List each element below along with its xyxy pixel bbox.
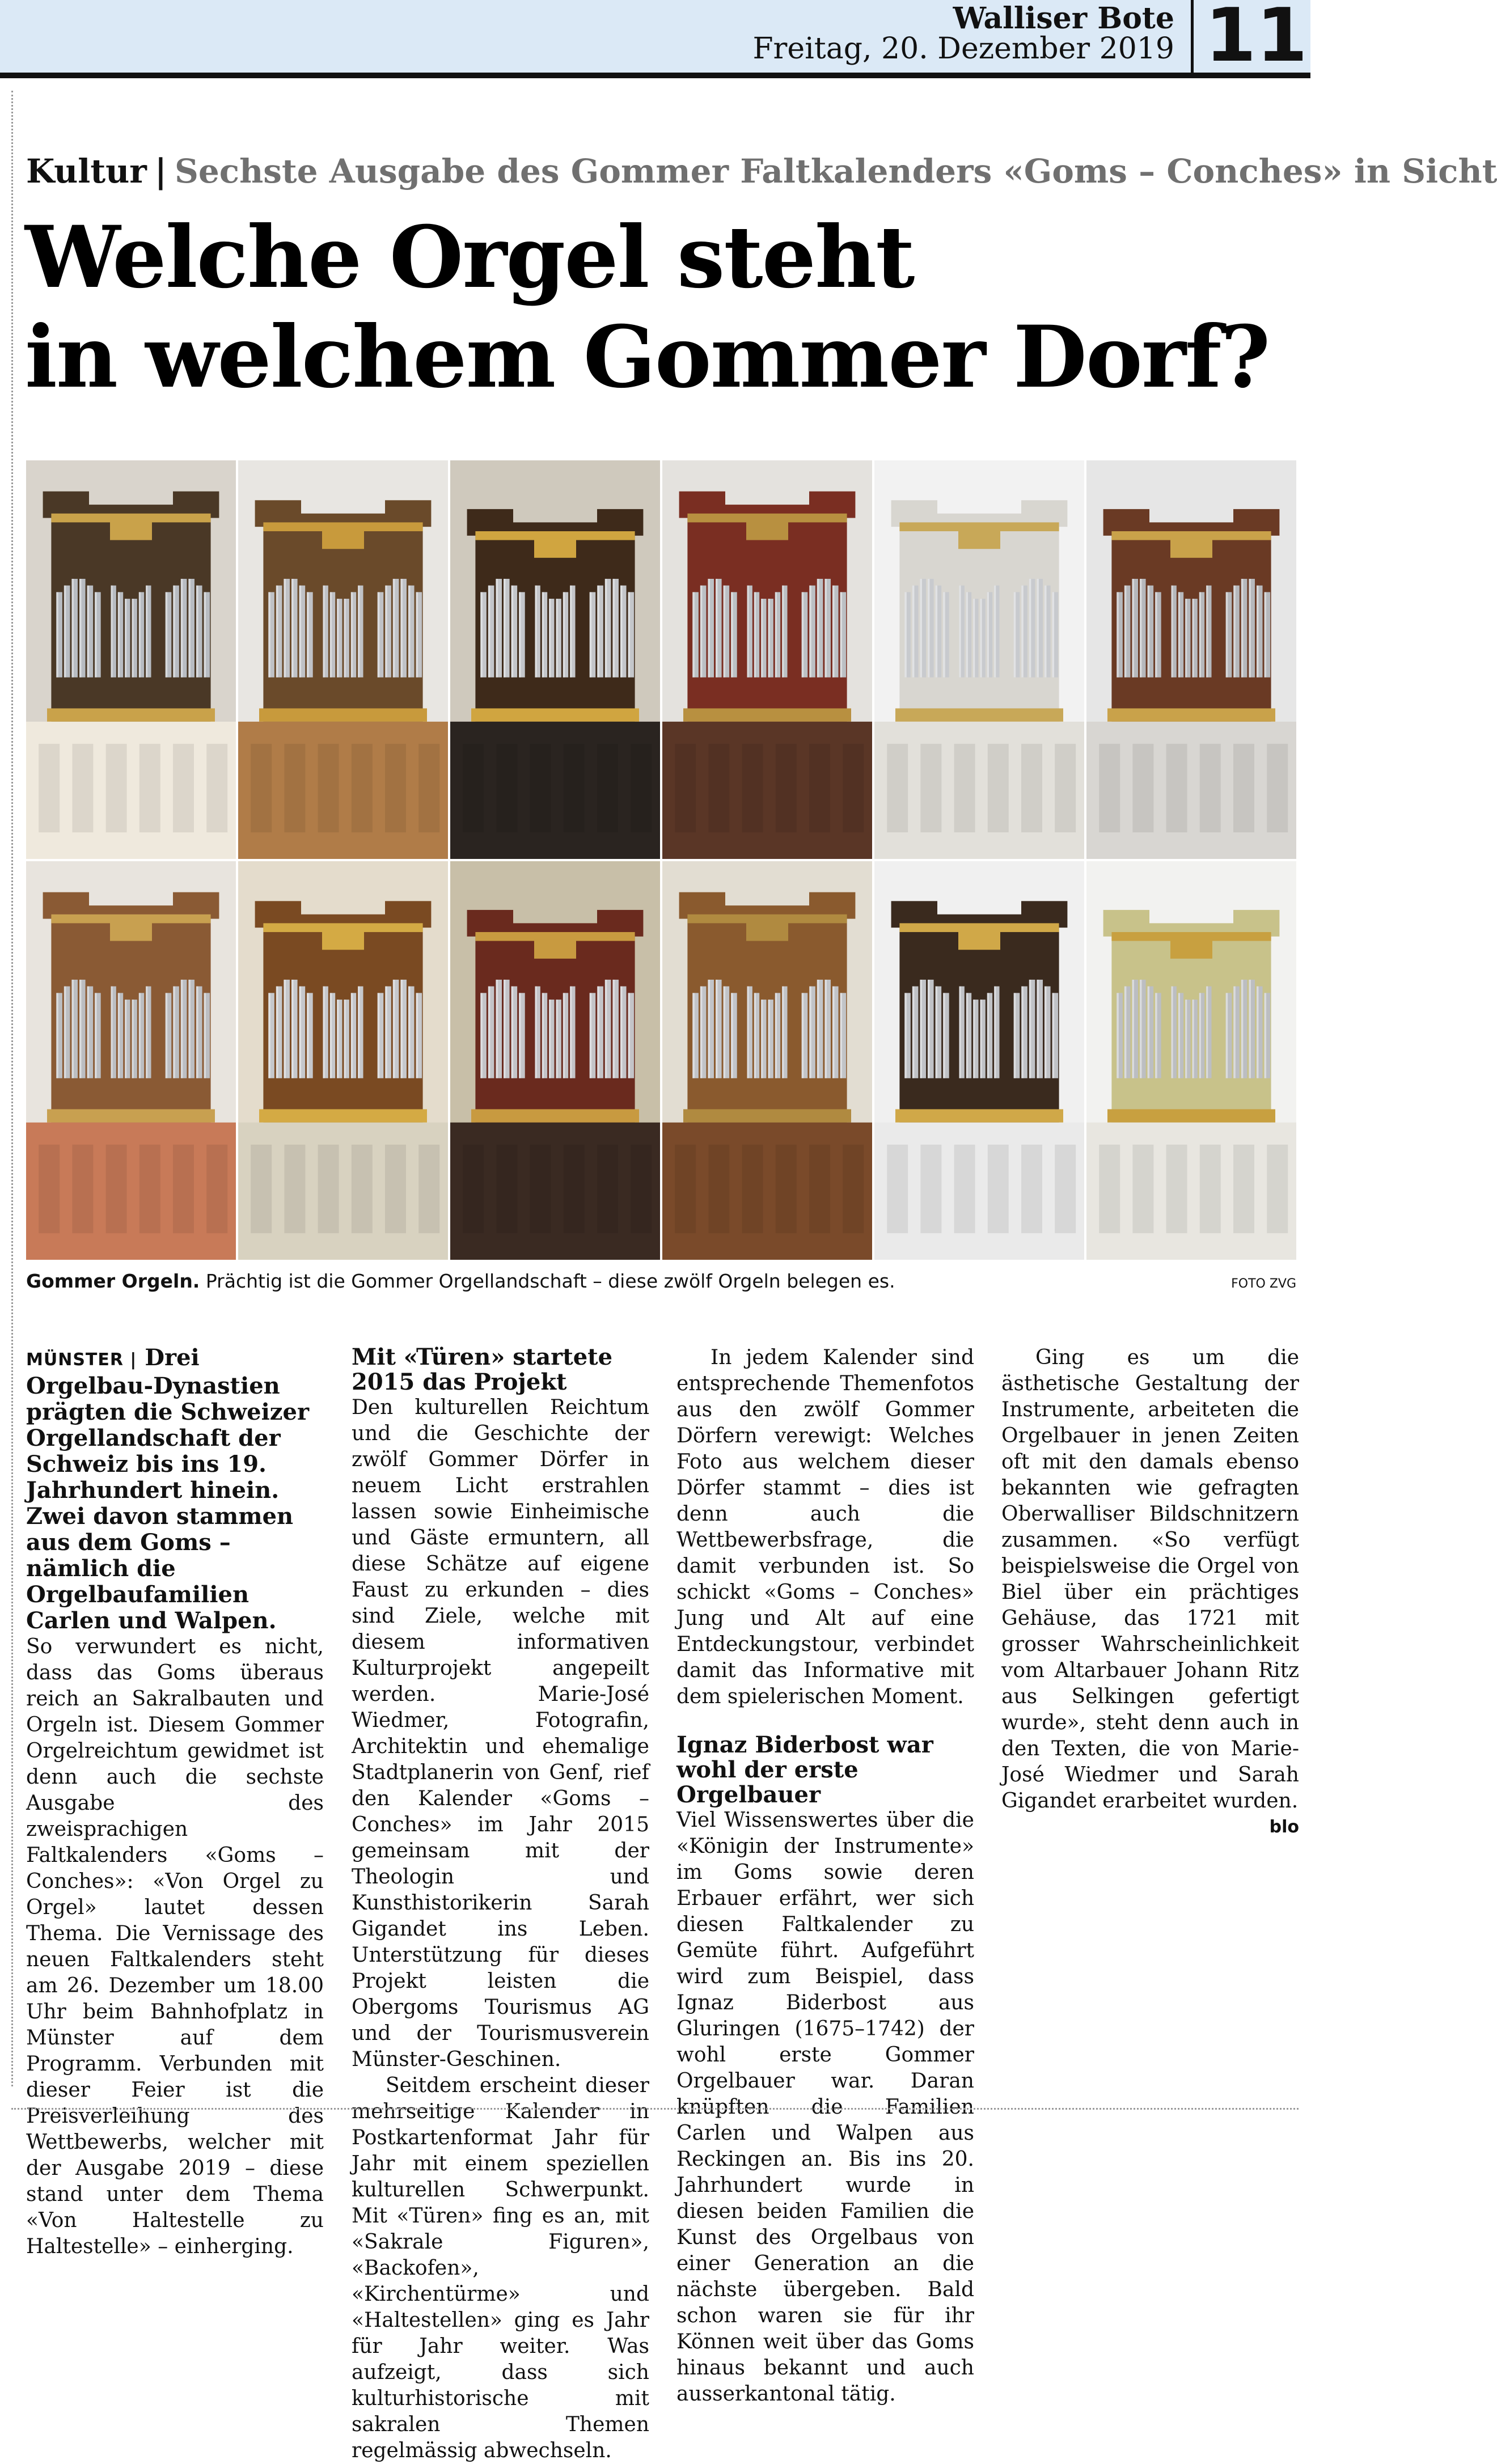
- left-dotted-rule: [11, 91, 13, 2086]
- text-column-4: [1001, 1345, 1299, 1840]
- issue-date: Freitag, 20. Dezember 2019: [752, 32, 1174, 66]
- caption-lead: Gommer Orgeln.: [26, 1270, 200, 1292]
- page-number: 11: [1205, 0, 1308, 78]
- organ-photo-6: [1086, 460, 1296, 859]
- paragraph-3: Seitdem erscheint dieser mehrseitige Kalender in Postkartenformat Jahr für Jahr mit einem speziellen kulturellen Schwerpunkt. Mit «Türen» fing es an, mit «Sakrale Figuren», «Backofen», «Kirchentürme» und «Haltestellen» ging es Jahr für Jahr weiter. Was aufzeigt, dass sich kulturhistorische mit sakralen Themen regelmässig abwechseln.: [352, 2074, 649, 2462]
- intro-text: Drei Orgelbau-Dynastien prägten die Schweizer Orgellandschaft der Schweiz bis ins 19. Jahrhundert hinein. Zwei davon stammen aus dem Goms – nämlich die Orgelbaufamilien Carlen und Walpen.: [26, 1344, 310, 1634]
- text-column-3: [676, 1345, 974, 2407]
- organ-photo-10: [662, 861, 872, 1260]
- organ-photo-8: [238, 861, 448, 1260]
- bottom-dotted-rule: [11, 2108, 1299, 2110]
- dateline: MÜNSTER |: [26, 1350, 137, 1370]
- organ-photo-1: [26, 460, 236, 859]
- rubric-section: Kultur: [26, 152, 147, 190]
- photo-credit: FOTO ZVG: [1231, 1277, 1296, 1291]
- subhead-1: Mit «Türen» startete 2015 das Projekt: [352, 1344, 613, 1395]
- paragraph-6: [1001, 1345, 1299, 1837]
- photo-caption: [26, 1270, 1296, 1292]
- organ-photo-4: [662, 460, 872, 859]
- rubric-kicker: Sechste Ausgabe des Gommer Faltkalenders «Goms – Conches» in Sicht: [174, 152, 1497, 190]
- rubric-separator: |: [154, 152, 167, 190]
- organ-photo-11: [874, 861, 1084, 1260]
- organ-photo-5: [874, 460, 1084, 859]
- paragraph-5: Viel Wissenswertes über die «Königin der Instrumente» im Goms sowie deren Erbauer erfährt, wer sich diesen Faltkalender zu Gemüte führt. Aufgeführt wird zum Beispiel, dass Ignaz Biderbost aus Gluringen (1675–1742) der wohl erste Gommer Orgelbauer war. Daran knüpften die Familien Carlen und Walpen aus Reckingen an. Bis ins 20. Jahrhundert wurde in diesen beiden Familien die Kunst des Orgelbaus von einer Generation an die nächste übergeben. Bald schon waren sie für ihr Können weit über das Goms hinaus bekannt und auch ausserkantonal tätig.: [676, 1809, 974, 2406]
- paragraph-2: Den kulturellen Reichtum und die Geschichte der zwölf Gommer Dörfer in neuem Licht erstrahlen lassen sowie Einheimische und Gäste ermuntern, all diese Schätze auf eigene Faust zu erkunden – dies sind Ziele, welche mit diesem informativen Kulturprojekt angepeilt werden. Marie-José Wiedmer, Fotografin, Architektin und ehemalige Stadtplanerin von Genf, rief den Kalender «Goms – Conches» im Jahr 2015 gemeinsam mit der Theologin und Kunsthistorikerin Sarah Gigandet ins Leben. Unterstützung für dieses Projekt leisten die Obergoms Tourismus AG und der Tourismusverein Münster-Geschinen.: [352, 1396, 649, 2071]
- organ-photo-9: [450, 861, 660, 1260]
- paragraph-1: So verwundert es nicht, dass das Goms überaus reich an Sakralbauten und Orgeln ist. Diesem Gommer Orgelreichtum gewidmet ist denn auch die sechste Ausgabe des zweisprachigen Faltkalenders «Goms – Conches»: «Von Orgel zu Orgel» lautet dessen Thema. Die Vernissage des neuen Faltkalenders steht am 26. Dezember um 18.00 Uhr beim Bahnhofplatz in Münster auf dem Programm. Verbunden mit dieser Feier ist die Preisverleihung des Wettbewerbs, welcher mit der Ausgabe 2019 – diese stand unter dem Thema «Von Haltestelle zu Haltestelle» – einherging.: [26, 1635, 324, 2258]
- paragraph-4: In jedem Kalender sind entsprechende Themenfotos aus den zwölf Gommer Dörfern verewigt: Welches Foto aus welchem dieser Dörfer stammt – dies ist denn auch die Wettbewerbsfrage, die damit verbunden ist. So schickt «Goms – Conches» Jung und Alt auf eine Entdeckungstour, verbindet damit das Informative mit dem spielerischen Moment.: [676, 1346, 974, 1708]
- headline: [25, 208, 1284, 407]
- author-initials: blo: [1269, 1817, 1299, 1837]
- headline-line-1: Welche Orgel steht: [25, 208, 914, 307]
- article-intro: [26, 1345, 324, 1634]
- text-column-1: [26, 1345, 324, 2260]
- caption-text: Prächtig ist die Gommer Orgellandschaft – diese zwölf Orgeln belegen es.: [200, 1270, 895, 1292]
- page-number-divider: [1191, 0, 1194, 74]
- organ-photo-12: [1086, 861, 1296, 1260]
- text-column-2: [352, 1345, 649, 2464]
- organ-photo-grid: [26, 460, 1296, 1260]
- organ-photo-3: [450, 460, 660, 859]
- masthead-rule: [0, 73, 1310, 78]
- paragraph-6-text: Ging es um die ästhetische Gestaltung der Instrumente, arbeiteten die Orgelbauer in jenen Zeiten oft mit den damals ebenso bekannten wie gefragten Oberwalliser Bildschnitzern zusammen. «So verfügt beispielsweise die Orgel von Biel über ein prächtiges Gehäuse, das 1721 mit grosser Wahrscheinlichkeit vom Altarbauer Johann Ritz aus Selkingen gefertigt wurde», steht denn auch in den Texten, die von Marie-José Wiedmer und Sarah Gigandet erarbeitet wurden.: [1001, 1346, 1299, 1813]
- rubric-line: [26, 152, 1497, 190]
- headline-line-2: in welchem Gommer Dorf?: [25, 307, 1270, 407]
- paper-name: Walliser Bote: [953, 1, 1174, 36]
- organ-photo-2: [238, 460, 448, 859]
- organ-photo-7: [26, 861, 236, 1260]
- subhead-2: Ignaz Biderbost war wohl der erste Orgelbauer: [676, 1731, 933, 1808]
